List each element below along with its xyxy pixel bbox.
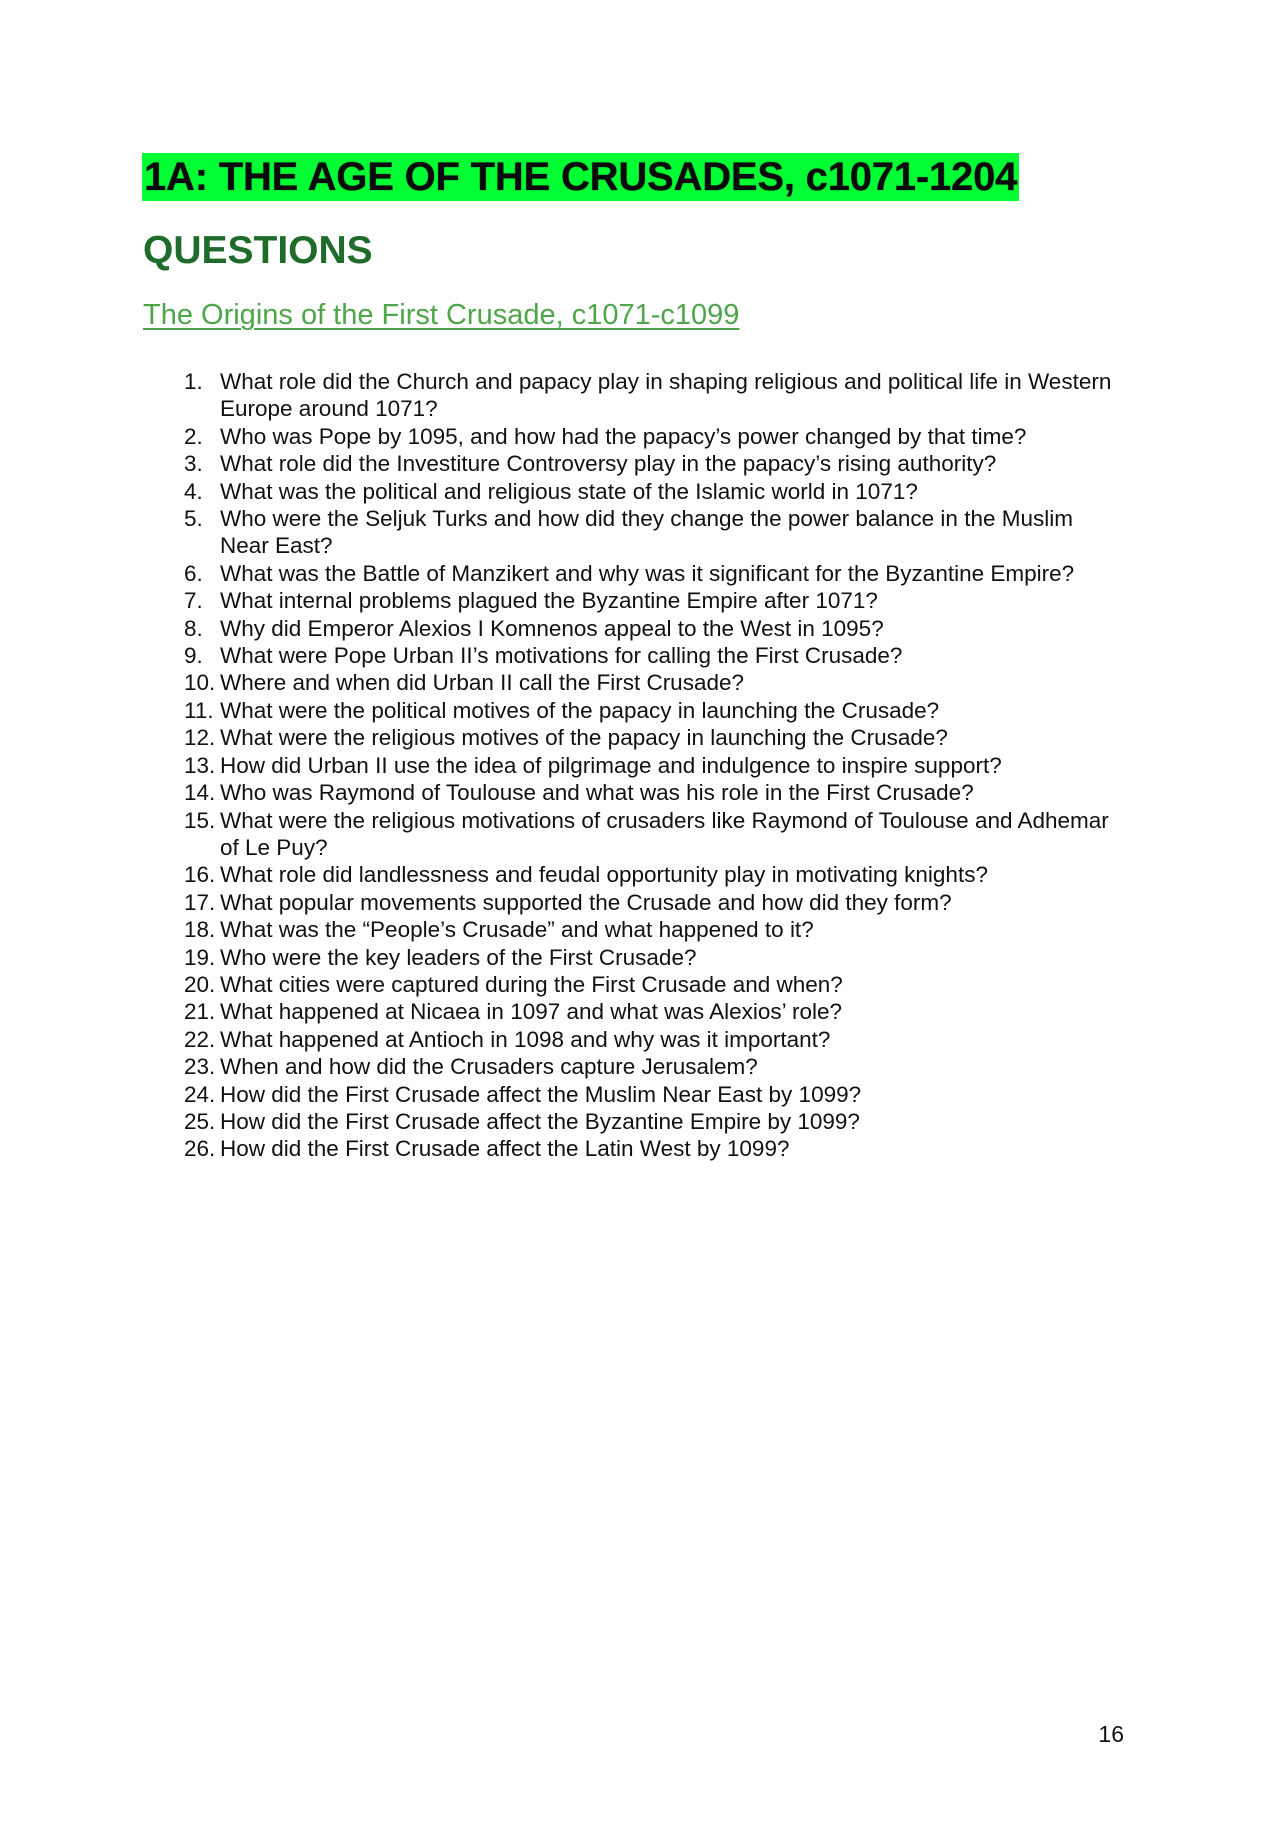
- question-number: 21.: [184, 999, 216, 1025]
- question-text: What cities were captured during the First Crusade and when?: [220, 971, 843, 997]
- question-number: 12.: [184, 725, 216, 751]
- question-number: 3.: [184, 451, 203, 477]
- questions-list: [176, 368, 1116, 1163]
- question-item: [176, 1135, 1116, 1162]
- question-number: 23.: [184, 1054, 216, 1080]
- question-item: [176, 889, 1116, 916]
- question-text: When and how did the Crusaders capture Jerusalem?: [220, 1054, 758, 1080]
- question-text: What happened at Nicaea in 1097 and what was Alexios’ role?: [220, 999, 843, 1025]
- section-title: The Origins of the First Crusade, c1071-c1099: [143, 299, 740, 331]
- question-item: [176, 724, 1116, 751]
- question-number: 16.: [184, 862, 216, 888]
- question-text: What were Pope Urban II’s motivations for calling the First Crusade?: [220, 643, 903, 669]
- question-number: 10.: [184, 670, 216, 696]
- question-number: 11.: [184, 697, 214, 723]
- question-text: What was the Battle of Manzikert and why was it significant for the Byzantine Empire?: [220, 560, 1075, 586]
- question-item: [176, 944, 1116, 971]
- question-text: What role did the Church and papacy play in shaping religious and political life in Western Europe around 1071?: [220, 369, 1112, 422]
- question-number: 22.: [184, 1026, 216, 1052]
- question-number: 13.: [184, 752, 216, 778]
- question-item: [176, 587, 1116, 614]
- question-number: 26.: [184, 1136, 216, 1162]
- question-text: What happened at Antioch in 1098 and why was it important?: [220, 1026, 831, 1052]
- question-number: 9.: [184, 643, 203, 669]
- question-text: What were the religious motivations of crusaders like Raymond of Toulouse and Adhemar of Le Puy?: [220, 807, 1109, 860]
- question-number: 19.: [184, 944, 216, 970]
- question-item: [176, 615, 1116, 642]
- question-item: [176, 861, 1116, 888]
- question-number: 25.: [184, 1108, 216, 1134]
- question-item: [176, 971, 1116, 998]
- question-item: [176, 779, 1116, 806]
- question-number: 1.: [184, 369, 203, 394]
- question-number: 14.: [184, 780, 216, 806]
- page-number: 16: [1098, 1721, 1124, 1747]
- question-number: 6.: [184, 560, 203, 586]
- question-item: [176, 478, 1116, 505]
- question-text: What were the political motives of the papacy in launching the Crusade?: [220, 697, 940, 723]
- question-text: Who was Pope by 1095, and how had the papacy’s power changed by that time?: [220, 423, 1027, 449]
- question-text: Who were the Seljuk Turks and how did they change the power balance in the Muslim Near East?: [220, 506, 1073, 559]
- question-text: What role did the Investiture Controversy play in the papacy’s rising authority?: [220, 451, 997, 477]
- question-text: What were the religious motives of the papacy in launching the Crusade?: [220, 725, 948, 751]
- question-number: 8.: [184, 615, 203, 641]
- question-item: [176, 998, 1116, 1025]
- question-number: 18.: [184, 917, 216, 943]
- question-text: Why did Emperor Alexios I Komnenos appeal to the West in 1095?: [220, 615, 884, 641]
- question-number: 15.: [184, 807, 216, 833]
- question-number: 2.: [184, 423, 203, 449]
- question-item: [176, 1081, 1116, 1108]
- question-item: [176, 368, 1116, 423]
- question-item: [176, 669, 1116, 696]
- question-text: What was the “People’s Crusade” and what happened to it?: [220, 917, 814, 943]
- page-title: 1A: THE AGE OF THE CRUSADES, c1071-1204: [144, 155, 1018, 199]
- question-number: 4.: [184, 478, 203, 504]
- question-number: 5.: [184, 506, 203, 532]
- question-item: [176, 1053, 1116, 1080]
- title-highlight: [142, 153, 1019, 201]
- question-item: [176, 642, 1116, 669]
- question-item: [176, 1026, 1116, 1053]
- question-item: [176, 505, 1116, 560]
- question-item: [176, 916, 1116, 943]
- question-item: [176, 423, 1116, 450]
- question-text: Who was Raymond of Toulouse and what was his role in the First Crusade?: [220, 780, 974, 806]
- question-text: Where and when did Urban II call the First Crusade?: [220, 670, 745, 696]
- question-number: 7.: [184, 588, 203, 614]
- question-item: [176, 752, 1116, 779]
- question-number: 24.: [184, 1081, 216, 1107]
- question-text: How did Urban II use the idea of pilgrimage and indulgence to inspire support?: [220, 752, 1002, 778]
- question-item: [176, 807, 1116, 862]
- question-text: What role did landlessness and feudal opportunity play in motivating knights?: [220, 862, 988, 888]
- question-item: [176, 697, 1116, 724]
- question-text: What was the political and religious state of the Islamic world in 1071?: [220, 478, 918, 504]
- question-text: How did the First Crusade affect the Muslim Near East by 1099?: [220, 1081, 862, 1107]
- question-text: What internal problems plagued the Byzantine Empire after 1071?: [220, 588, 878, 614]
- question-item: [176, 560, 1116, 587]
- question-number: 17.: [184, 889, 216, 915]
- question-item: [176, 450, 1116, 477]
- question-number: 20.: [184, 971, 216, 997]
- question-text: How did the First Crusade affect the Byzantine Empire by 1099?: [220, 1108, 860, 1134]
- questions-heading: QUESTIONS: [143, 229, 373, 272]
- question-text: Who were the key leaders of the First Crusade?: [220, 944, 697, 970]
- question-text: How did the First Crusade affect the Latin West by 1099?: [220, 1136, 790, 1162]
- question-text: What popular movements supported the Crusade and how did they form?: [220, 889, 952, 915]
- question-item: [176, 1108, 1116, 1135]
